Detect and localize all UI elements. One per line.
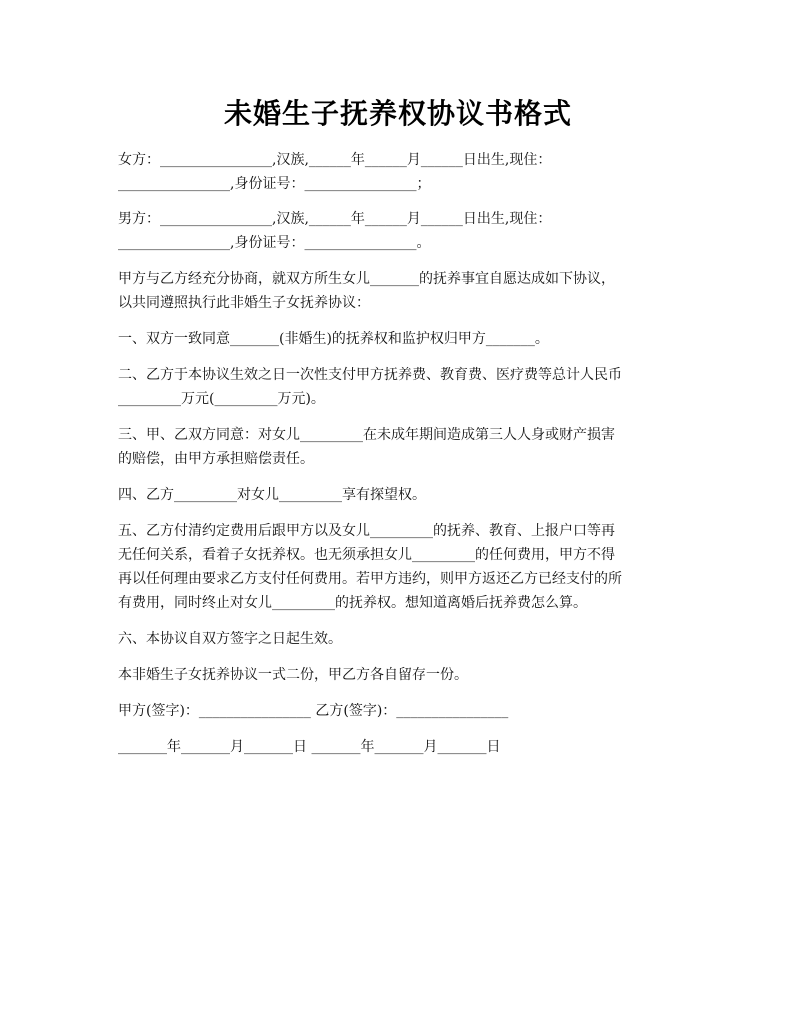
text-line: ________________,身份证号：________________；: [118, 176, 431, 192]
text-line: 女方：________________,汉族,______年______月______日出生,现住：: [118, 152, 552, 168]
text-line: 有费用，同时终止对女儿_________的抚养权。想知道离婚后抚养费怎么算。: [118, 595, 587, 611]
text-line: 二、乙方于本协议生效之日一次性支付甲方抚养费、教育费、医疗费等总计人民币: [118, 367, 622, 383]
document-title: 未婚生子抚养权协议书格式: [223, 97, 572, 130]
text-line: 六、本协议自双方签字之日起生效。: [118, 631, 342, 647]
text-line: 四、乙方_________对女儿_________享有探望权。: [118, 487, 426, 503]
text-line: 三、甲、乙双方同意：对女儿_________在未成年期间造成第三人人身或财产损害: [118, 427, 615, 443]
text-line: 以共同遵照执行此非婚生子女抚养协议：: [118, 295, 370, 311]
text-line: 再以任何理由要求乙方支付任何费用。若甲方违约，则甲方返还乙方已经支付的所: [118, 571, 622, 587]
text-line: 男方：________________,汉族,______年______月______日出生,现住：: [118, 211, 552, 227]
text-line: 一、双方一致同意_______(非婚生)的抚养权和监护权归甲方_______。: [118, 331, 549, 347]
text-line: _______年_______月_______日 _______年_______月_______日: [118, 739, 501, 755]
text-line: 本非婚生子女抚养协议一式二份，甲乙方各自留存一份。: [118, 667, 468, 683]
text-line: 甲方(签字)：________________ 乙方(签字)：________________: [118, 703, 509, 719]
text-line: _________万元(_________万元)。: [118, 391, 325, 407]
text-line: 无任何关系，看着子女抚养权。也无须承担女儿_________的任何费用，甲方不得: [118, 547, 615, 563]
text-line: 五、乙方付清约定费用后跟甲方以及女儿_________的抚养、教育、上报户口等再: [118, 523, 615, 539]
text-line: ________________,身份证号：________________。: [118, 235, 431, 251]
text-line: 甲方与乙方经充分协商，就双方所生女儿_______的抚养事宜自愿达成如下协议，: [118, 271, 615, 287]
text-line: 的赔偿，由甲方承担赔偿责任。: [118, 451, 314, 467]
